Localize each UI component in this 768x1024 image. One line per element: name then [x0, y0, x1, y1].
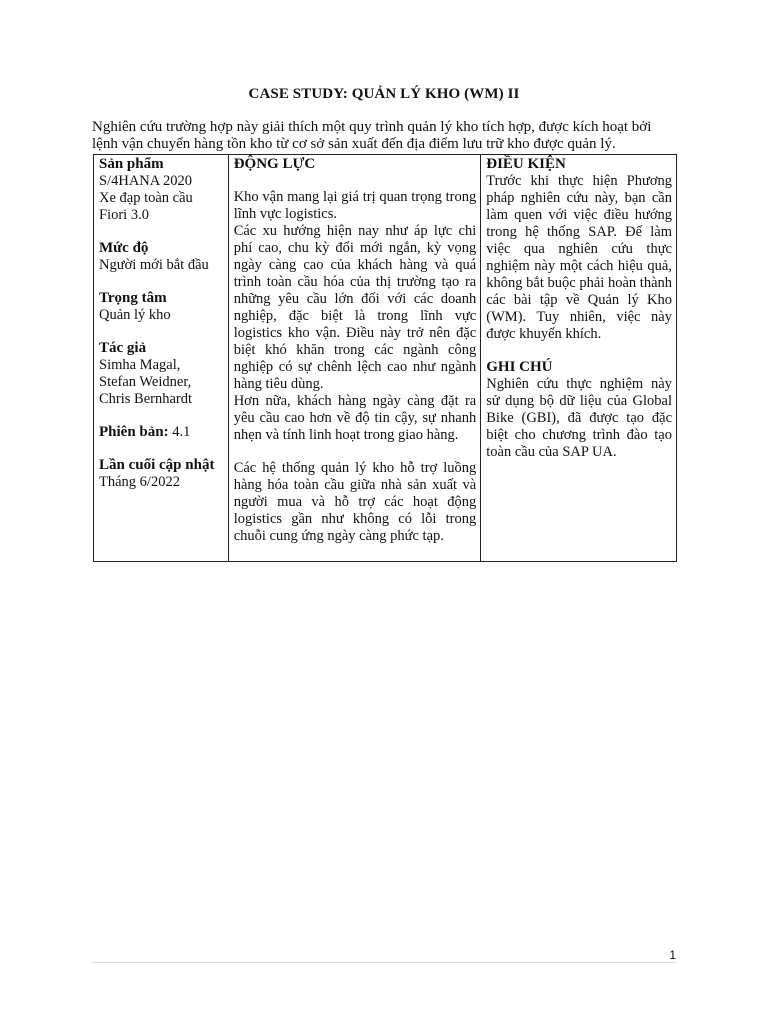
version-label: Phiên bản: [99, 424, 169, 440]
author-label: Tác giả [99, 340, 147, 356]
motivation-heading: ĐỘNG LỰC [233, 156, 316, 172]
document-title: CASE STUDY: QUẢN LÝ KHO (WM) II [248, 86, 520, 102]
note-heading: GHI CHÚ [486, 359, 553, 375]
intro-paragraph: Nghiên cứu trường hợp này giải thích một quy trình quản lý kho tích hợp, được kích hoạt bởi lệnh vận chuyển hàng tồn kho từ cơ sở sản xuất đến địa điểm lưu trữ kho được quản lý. [92, 119, 652, 152]
product-label: Sản phẩm [99, 156, 164, 172]
conditions-column [481, 155, 677, 562]
product-line: S/4HANA 2020 [99, 173, 193, 189]
updated-value: Tháng 6/2022 [99, 474, 180, 490]
updated-label: Lần cuối cập nhật [99, 457, 215, 473]
conditions-heading: ĐIỀU KIỆN [486, 156, 566, 172]
motivation-paragraph: Hơn nữa, khách hàng ngày càng đặt ra yêu cầu cao hơn về độ tin cậy, sự nhanh nhẹn và tính linh hoạt trong giao hàng. [233, 393, 477, 443]
motivation-column [228, 155, 481, 562]
page-number: 1 [669, 948, 676, 962]
version-line [99, 424, 224, 441]
level-value: Người mới bắt đầu [99, 257, 209, 273]
footer-divider [92, 962, 676, 963]
product-line: Fiori 3.0 [99, 207, 149, 223]
motivation-paragraph: Các hệ thống quản lý kho hỗ trợ luồng hàng hóa toàn cầu giữa nhà sản xuất và người mua và hỗ trợ các hoạt động logistics gần như không có lỗi trong chuỗi cung ứng ngày càng phức tạp. [233, 460, 477, 544]
case-study-table [93, 154, 677, 562]
version-value: 4.1 [168, 424, 191, 440]
focus-value: Quản lý kho [99, 307, 171, 323]
author-name: Stefan Weidner, [99, 374, 192, 390]
author-name: Chris Bernhardt [99, 391, 193, 407]
motivation-paragraph: Kho vận mang lại giá trị quan trọng trong lĩnh vực logistics. [233, 189, 477, 222]
motivation-paragraph: Các xu hướng hiện nay như áp lực chi phí cao, chu kỳ đổi mới ngắn, kỳ vọng ngày càng cao của khách hàng và quá trình toàn cầu hóa của thị trường tạo ra những yêu cầu lớn đối với các doanh nghiệp, đặc biệt là trong lĩnh vực logistics kho vận. Điều này trở nên đặc biệt khó khăn trong các ngành công nghiệp có sự chênh lệch cao như ngành hàng tiêu dùng. [233, 223, 477, 392]
note-paragraph: Nghiên cứu thực nghiệm này sử dụng bộ dữ liệu của Global Bike (GBI), đã được tạo đặc biệt cho chương trình đào tạo toàn cầu của SAP UA. [486, 376, 672, 460]
focus-label: Trọng tâm [99, 290, 167, 306]
info-column [94, 155, 229, 562]
product-line: Xe đạp toàn cầu [99, 190, 193, 206]
conditions-paragraph: Trước khi thực hiện Phương pháp nghiên cứu này, bạn cần làm quen với việc điều hướng trong hệ thống SAP. Để làm việc qua nghiên cứu thực nghiệm này một cách hiệu quả, không bắt buộc phải hoàn thành các bài tập về Quản lý Kho (WM). Tuy nhiên, việc này được khuyến khích. [486, 173, 672, 342]
author-name: Simha Magal, [99, 357, 181, 373]
level-label: Mức độ [99, 240, 149, 256]
